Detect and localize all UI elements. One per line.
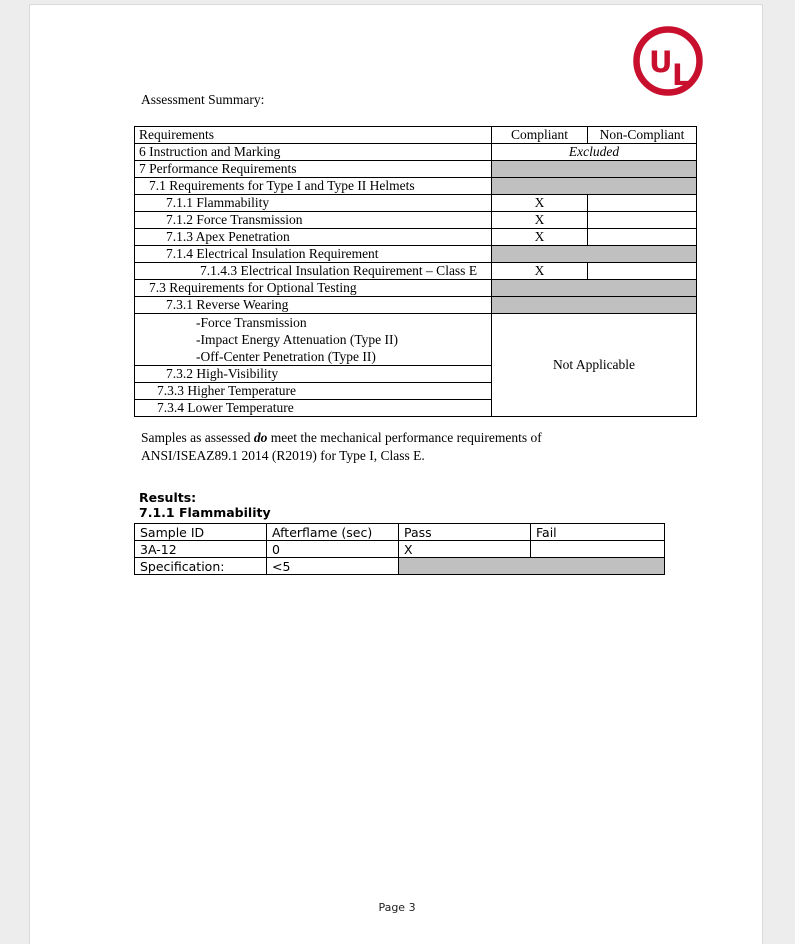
col-header-pass: Pass [399, 524, 531, 541]
results-header-row [135, 524, 665, 541]
compliant-mark: X [492, 263, 588, 280]
requirement-label: 7.3 Requirements for Optional Testing [135, 280, 492, 297]
summary-header-row [135, 127, 697, 144]
table-row [135, 314, 697, 366]
requirement-label: 7.1.3 Apex Penetration [135, 229, 492, 246]
page-number: Page 3 [378, 901, 416, 914]
paragraph-text: Samples as assessed [141, 430, 254, 445]
specification-value: <5 [267, 558, 399, 575]
requirement-label: 6 Instruction and Marking [135, 144, 492, 161]
requirement-label: 7.1 Requirements for Type I and Type II Helmets [135, 178, 492, 195]
table-row [135, 246, 697, 263]
flammability-results-table [134, 523, 665, 575]
results-subtitle-flammability: 7.1.1 Flammability [139, 505, 271, 520]
reverse-wearing-sub-items [135, 314, 492, 366]
table-row [135, 195, 697, 212]
table-row [135, 263, 697, 280]
table-row [135, 280, 697, 297]
requirement-label: 7.1.1 Flammability [135, 195, 492, 212]
non-compliant-cell-empty [588, 229, 697, 246]
table-row [135, 178, 697, 195]
results-data-row [135, 541, 665, 558]
results-title: Results: [139, 490, 197, 505]
specification-label: Specification: [135, 558, 267, 575]
compliant-mark: X [492, 212, 588, 229]
samples-assessment-paragraph [141, 429, 701, 464]
sub-item: -Impact Energy Attenuation (Type II) [196, 332, 398, 347]
fail-cell-empty [531, 541, 665, 558]
col-header-afterflame: Afterflame (sec) [267, 524, 399, 541]
document-page [29, 4, 763, 944]
table-row [135, 297, 697, 314]
compliant-mark: X [492, 195, 588, 212]
non-compliant-cell-empty [588, 263, 697, 280]
results-section [134, 490, 665, 575]
col-header-compliant: Compliant [492, 127, 588, 144]
sub-item: -Off-Center Penetration (Type II) [196, 349, 376, 364]
table-row [135, 144, 697, 161]
shaded-cell [492, 178, 697, 195]
col-header-sample-id: Sample ID [135, 524, 267, 541]
pass-mark: X [399, 541, 531, 558]
requirement-label: 7.1.2 Force Transmission [135, 212, 492, 229]
ul-logo-letter-l: L [672, 58, 691, 92]
compliant-mark: X [492, 229, 588, 246]
sub-item: -Force Transmission [196, 315, 307, 330]
shaded-cell [399, 558, 665, 575]
requirement-label: 7.1.4 Electrical Insulation Requirement [135, 246, 492, 263]
requirement-label: 7 Performance Requirements [135, 161, 492, 178]
results-spec-row [135, 558, 665, 575]
requirement-label: 7.3.1 Reverse Wearing [135, 297, 492, 314]
requirement-label: 7.3.4 Lower Temperature [135, 400, 492, 417]
status-not-applicable: Not Applicable [492, 314, 697, 417]
table-row [135, 161, 697, 178]
requirement-label: 7.3.2 High-Visibility [135, 366, 492, 383]
table-row [135, 229, 697, 246]
non-compliant-cell-empty [588, 195, 697, 212]
requirement-label: 7.3.3 Higher Temperature [135, 383, 492, 400]
assessment-summary-heading: Assessment Summary: [141, 92, 265, 107]
ul-logo [632, 25, 704, 97]
assessment-summary-table [134, 126, 697, 417]
ul-logo-letter-u: U [649, 45, 673, 79]
shaded-cell [492, 297, 697, 314]
shaded-cell [492, 246, 697, 263]
col-header-requirements: Requirements [135, 127, 492, 144]
sample-id-value: 3A-12 [135, 541, 267, 558]
table-row [135, 212, 697, 229]
shaded-cell [492, 161, 697, 178]
col-header-fail: Fail [531, 524, 665, 541]
status-excluded: Excluded [492, 144, 697, 161]
paragraph-emphasis-do: do [253, 430, 268, 445]
paragraph-text: meet the mechanical performance requirements of [267, 430, 542, 445]
paragraph-text: ANSI/ISEAZ89.1 2014 (R2019) for Type I, Class E. [141, 447, 425, 463]
requirement-label: 7.1.4.3 Electrical Insulation Requirement – Class E [135, 263, 492, 280]
shaded-cell [492, 280, 697, 297]
non-compliant-cell-empty [588, 212, 697, 229]
col-header-non-compliant: Non-Compliant [588, 127, 697, 144]
afterflame-value: 0 [267, 541, 399, 558]
